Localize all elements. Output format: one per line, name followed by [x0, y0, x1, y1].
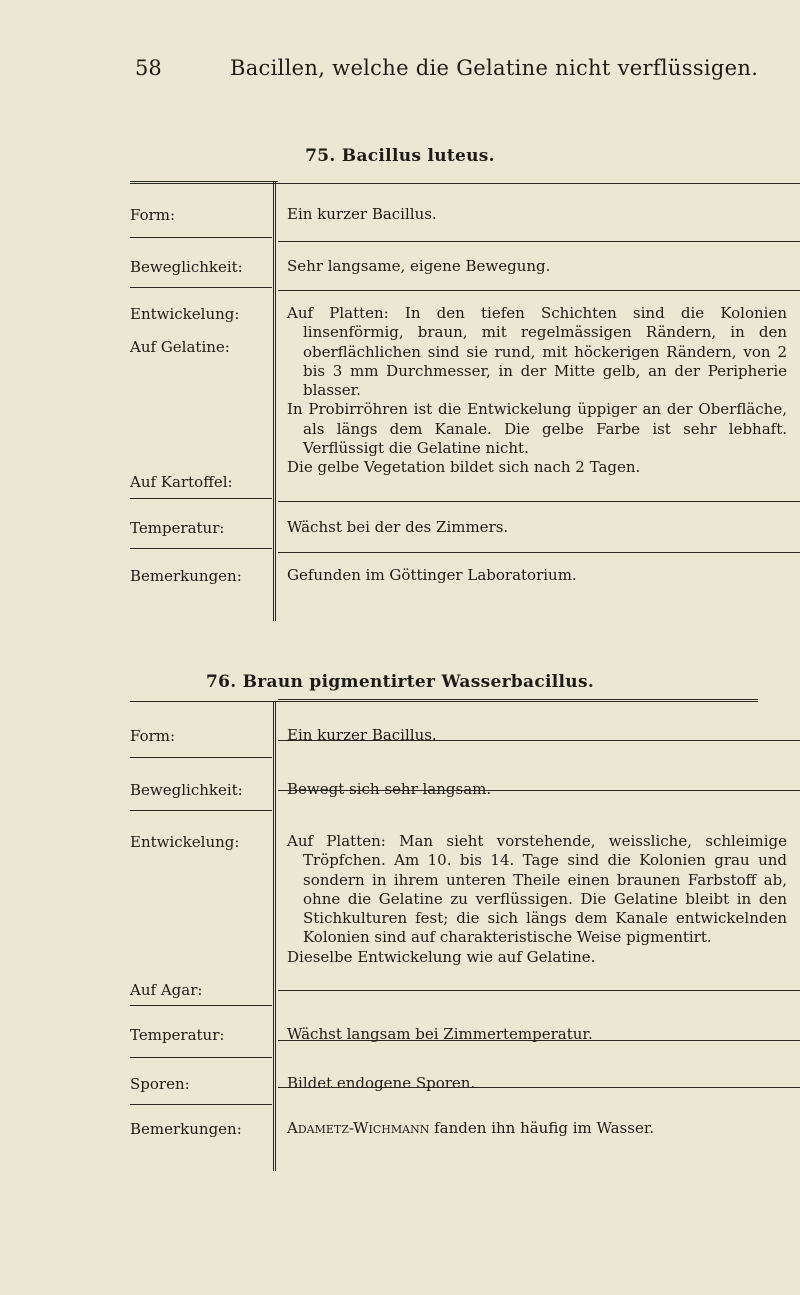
- row-label: Temperatur:: [130, 1026, 225, 1044]
- paragraph: Auf Platten: In den tiefen Schichten sind die Kolonien linsenförmig, braun, mit regelmässigen Rändern, in den oberflächlichen sind sie rund, mit höckerigen Rändern, von 2 bis 3 mm Durchmesser, in der Mitte gelb, an der Peripherie blasser.: [287, 304, 787, 400]
- value-text: fanden ihn häufig im Wasser.: [429, 1119, 655, 1137]
- row-label-main: Entwickelung:: [130, 833, 240, 851]
- section-title: 76. Braun pigmentirter Wasserbacillus.: [205, 672, 595, 692]
- row-sublabel: Auf Agar:: [130, 981, 203, 999]
- table-top-rule: [130, 181, 278, 184]
- row-rule: [130, 1057, 272, 1058]
- row-label: Temperatur:: [130, 519, 225, 537]
- section-title: 75. Bacillus luteus.: [305, 146, 495, 166]
- row-rule: [278, 1040, 800, 1041]
- page-number: 58: [135, 56, 162, 80]
- row-rule: [278, 501, 800, 502]
- row-value: Ein kurzer Bacillus.: [287, 726, 437, 744]
- row-value: Sehr langsame, eigene Bewegung.: [287, 257, 551, 275]
- row-label: Beweglichkeit:: [130, 258, 243, 276]
- row-rule: [130, 287, 272, 288]
- row-value: Wächst bei der des Zimmers.: [287, 518, 509, 536]
- row-rule: [130, 757, 272, 758]
- row-label: Bemerkungen:: [130, 567, 242, 585]
- row-label-main: Entwickelung:: [130, 305, 240, 323]
- row-rule: [130, 548, 272, 549]
- row-sublabel: Auf Gelatine:: [130, 338, 230, 356]
- row-rule: [130, 1104, 272, 1105]
- row-label: Sporen:: [130, 1075, 190, 1093]
- row-rule: [278, 290, 800, 291]
- row-label: Form:: [130, 206, 176, 224]
- paragraph: Die gelbe Vegetation bildet sich nach 2 Tagen.: [287, 458, 641, 477]
- page-header: [0, 50, 800, 90]
- paragraph: In Probirröhren ist die Entwickelung üppiger an der Oberfläche, als längs dem Kanale. Die gelbe Farbe ist sehr lebhaft. Verflüssigt die Gelatine nicht.: [287, 400, 787, 458]
- row-rule: [130, 237, 272, 238]
- row-value: Ein kurzer Bacillus.: [287, 205, 437, 223]
- row-rule: [278, 1087, 800, 1088]
- row-rule: [278, 552, 800, 553]
- table-top-rule: [130, 701, 278, 702]
- running-title: Bacillen, welche die Gelatine nicht verflüssigen.: [230, 56, 759, 80]
- row-rule: [278, 241, 800, 242]
- table-top-rule: [278, 183, 800, 184]
- row-rule: [130, 810, 272, 811]
- entry-table: [130, 701, 800, 1151]
- row-label: Form:: [130, 727, 176, 745]
- table-row: [130, 832, 800, 1032]
- table-row: [130, 304, 800, 504]
- row-rule: [130, 498, 272, 499]
- row-label: Bemerkungen:: [130, 1120, 242, 1138]
- row-rule: [278, 790, 800, 791]
- row-value: Bewegt sich sehr langsam.: [287, 780, 492, 798]
- row-value: Bildet endogene Sporen.: [287, 1074, 476, 1092]
- row-value: [287, 304, 787, 478]
- row-sublabel: Auf Kartoffel:: [130, 473, 233, 491]
- row-label: Beweglichkeit:: [130, 781, 243, 799]
- row-value: [287, 832, 787, 967]
- paragraph: Auf Platten: Man sieht vorstehende, weissliche, schleimige Tröpfchen. Am 10. bis 14. Tage sind die Kolonien grau und sondern in ihrem unteren Theile einen braunen Farbstoff ab, ohne die Gelatine zu verflüssigen. Die Gelatine bleibt in den Stichkulturen fest; die sich längs dem Kanale entwickelnden Kolonien sind auf charakteristische Weise pigmentirt.: [287, 832, 787, 947]
- row-value: Gefunden im Göttinger Laboratorium.: [287, 566, 577, 584]
- entry-table: [130, 181, 800, 601]
- author-name: Adametz-Wichmann: [287, 1119, 430, 1137]
- paragraph: Dieselbe Entwickelung wie auf Gelatine.: [287, 947, 596, 966]
- row-value: Wächst langsam bei Zimmertemperatur.: [287, 1025, 593, 1043]
- row-value: [287, 1119, 790, 1138]
- table-top-rule: [278, 699, 758, 702]
- row-rule: [278, 740, 800, 741]
- row-rule: [278, 990, 800, 991]
- row-rule: [130, 1005, 272, 1006]
